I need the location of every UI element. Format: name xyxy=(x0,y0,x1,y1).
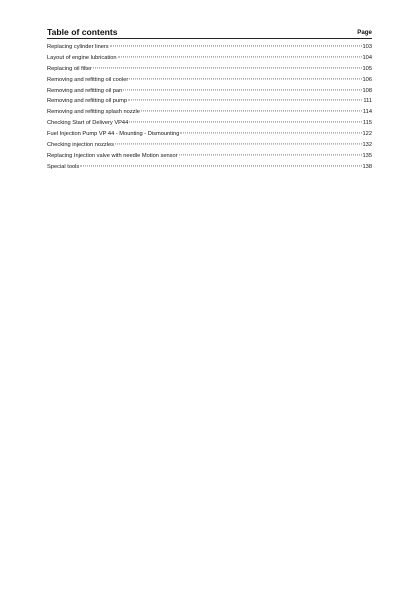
dot-leader xyxy=(141,111,362,112)
dot-leader xyxy=(129,122,362,123)
toc-entry[interactable] xyxy=(47,151,372,162)
dot-leader xyxy=(80,165,361,166)
dot-leader xyxy=(123,89,361,90)
toc-entry[interactable] xyxy=(47,75,372,86)
toc-entry-page-number: 115 xyxy=(362,120,372,127)
toc-entry[interactable] xyxy=(47,129,372,140)
toc-entry-list xyxy=(47,42,372,173)
toc-entry-page-number: 132 xyxy=(362,142,372,149)
toc-entry-page-number: 103 xyxy=(362,44,372,50)
dot-leader xyxy=(180,133,361,134)
dot-leader xyxy=(129,78,361,79)
toc-entry[interactable] xyxy=(47,53,372,64)
toc-entry-label: Checking Start of Delivery VP44 xyxy=(47,120,129,127)
toc-entry[interactable] xyxy=(47,140,372,151)
toc-entry-label: Replacing oil filter xyxy=(47,65,92,72)
toc-entry[interactable] xyxy=(47,42,372,53)
toc-entry-label: Layout of engine lubrication xyxy=(47,54,117,61)
toc-entry[interactable] xyxy=(47,162,372,173)
toc-entry-label: Removing and refitting splash nozzle xyxy=(47,109,140,116)
toc-entry-page-number: 108 xyxy=(362,87,372,94)
toc-title: Table of contents xyxy=(47,27,118,37)
dot-leader xyxy=(179,154,362,155)
dot-leader xyxy=(118,56,362,57)
toc-entry-label: Checking injection nozzles xyxy=(47,142,115,149)
toc-entry-page-number: 114 xyxy=(362,109,372,116)
dot-leader xyxy=(110,45,362,46)
toc-entry-page-number: 105 xyxy=(362,65,372,72)
toc-entry[interactable] xyxy=(47,96,372,107)
dot-leader xyxy=(128,100,362,101)
toc-entry-page-number: 104 xyxy=(362,54,372,61)
toc-entry-label: Removing and refitting oil pan xyxy=(47,87,123,94)
dot-leader xyxy=(93,67,362,68)
toc-entry-label: Removing and refitting oil cooler xyxy=(47,76,129,83)
toc-entry-page-number: 122 xyxy=(362,131,372,138)
toc-entry-label: Removing and refitting oil pump xyxy=(47,98,127,105)
dot-leader xyxy=(115,143,361,144)
toc-entry[interactable] xyxy=(47,107,372,118)
toc-entry-label: Special tools xyxy=(47,163,80,170)
toc-header xyxy=(47,27,372,39)
toc-entry[interactable] xyxy=(47,64,372,75)
toc-entry-label: Fuel Injection Pump VP 44 - Mounting - Dismounting xyxy=(47,131,180,138)
toc-entry-page-number: 106 xyxy=(362,76,372,83)
toc-entry-page-number: 111 xyxy=(363,98,372,105)
toc-entry-label: Replacing Injection valve with needle Motion sensor xyxy=(47,152,178,159)
toc-entry[interactable] xyxy=(47,86,372,97)
page-column-header: Page xyxy=(357,29,372,36)
toc-entry-page-number: 135 xyxy=(362,152,372,159)
toc-entry[interactable] xyxy=(47,118,372,129)
table-of-contents xyxy=(47,27,372,173)
toc-entry-page-number: 138 xyxy=(362,163,372,170)
toc-entry-label: Replacing cylinder liners xyxy=(47,44,109,50)
